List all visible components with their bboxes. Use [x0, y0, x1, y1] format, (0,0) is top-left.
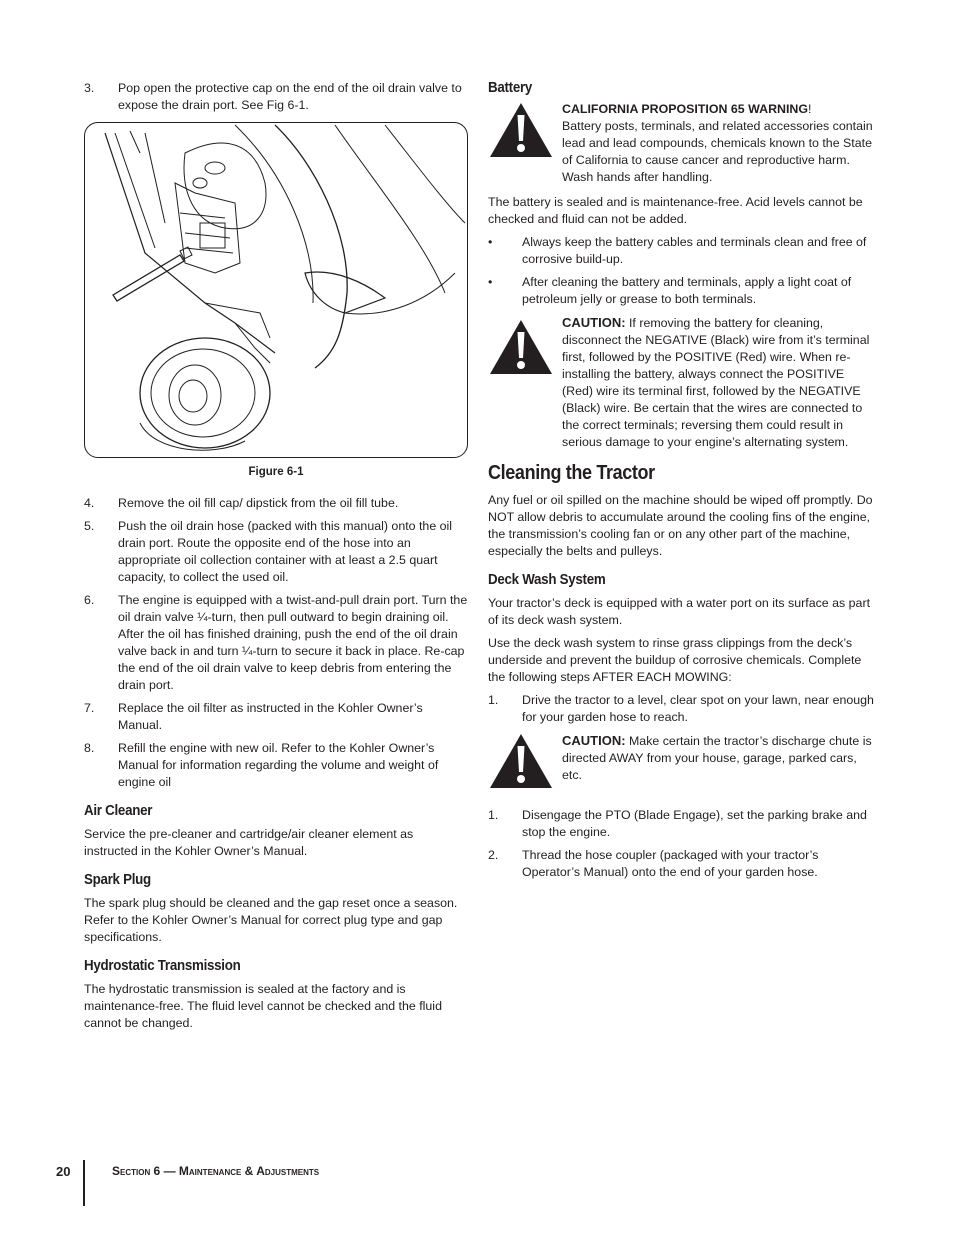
- spark-plug-text: The spark plug should be cleaned and the gap reset once a season. Refer to the Kohler Owner’s Manual for correct plug type and gap specifications.: [84, 896, 458, 944]
- air-cleaner-text: Service the pre-cleaner and cartridge/air cleaner element as instructed in the Kohler Owner’s Manual.: [84, 827, 414, 858]
- cleaning-text: Any fuel or oil spilled on the machine should be wiped off promptly. Do NOT allow debris to accumulate around the cooling fins of the engine, the transmission’s cooling fan or on any other part of the machine, especially the belts and pulleys.: [488, 493, 873, 558]
- step-3: [84, 80, 468, 114]
- step-text: Disengage the PTO (Blade Engage), set the parking brake and stop the engine.: [522, 808, 867, 839]
- caution-label: CAUTION:: [562, 733, 626, 748]
- step-8: [84, 740, 468, 791]
- step-number: 2.: [488, 848, 499, 862]
- step-text: Push the oil drain hose (packed with this manual) onto the oil drain port. Route the opposite end of the hose into an appropriate oil collection container with at least a 2.5 quart capacity, to collect the used oil.: [118, 519, 453, 584]
- page-number: 20: [56, 1164, 71, 1179]
- hydrostatic-transmission-text: The hydrostatic transmission is sealed at the factory and is maintenance-free. The fluid level cannot be checked and the fluid cannot be changed.: [84, 982, 442, 1030]
- step-number: 5.: [84, 519, 95, 533]
- warning-triangle-icon: [488, 314, 554, 451]
- section-title: Section 6 — Maintenance & Adjustments: [112, 1164, 320, 1178]
- left-column: [84, 80, 468, 1038]
- battery-bullet: [488, 234, 874, 268]
- figure-6-1-illustration: [84, 122, 468, 458]
- step-number: 4.: [84, 496, 95, 510]
- step-text: Drive the tractor to a level, clear spot on your lawn, near enough for your garden hose to reach.: [522, 693, 874, 724]
- deck-wash-text-1: Your tractor’s deck is equipped with a water port on its surface as part of its deck wash system.: [488, 596, 871, 627]
- battery-text: The battery is sealed and is maintenance-free. Acid levels cannot be checked and fluid can not be added.: [488, 195, 863, 226]
- step-number: 3.: [84, 81, 95, 95]
- prop65-title-suffix: !: [808, 102, 812, 116]
- warning-triangle-icon: [488, 732, 554, 795]
- step-number: 1.: [488, 808, 499, 822]
- cleaning-the-tractor-heading: Cleaning the Tractor: [488, 462, 655, 484]
- step-number: 7.: [84, 701, 95, 715]
- step-7: [84, 700, 468, 734]
- deck-step: [488, 807, 874, 841]
- deck-step: [488, 692, 874, 726]
- caution-label: CAUTION:: [562, 315, 626, 330]
- step-text: The engine is equipped with a twist-and-pull drain port. Turn the oil drain valve ¼-turn, then pull outward to begin draining oil. After the oil has finished draining, push the end of the oil drain valve back in and turn ¼-turn to secure it back in place. Re-cap the end of the oil drain valve to keep debris from entering the drain port.: [118, 593, 468, 692]
- step-number: 1.: [488, 693, 499, 707]
- step-text: Remove the oil fill cap/ dipstick from the oil fill tube.: [118, 496, 399, 510]
- discharge-caution: [488, 732, 874, 795]
- prop65-text: Battery posts, terminals, and related accessories contain lead and lead compounds, chemicals known to the State of California to cause cancer and reproductive harm. Wash hands after handling.: [562, 119, 873, 184]
- step-5: [84, 518, 468, 586]
- step-text: Pop open the protective cap on the end of the oil drain valve to expose the drain port. See Fig 6-1.: [118, 81, 462, 112]
- figure-caption: Figure 6-1: [248, 466, 304, 478]
- bullet-mark: •: [488, 275, 493, 289]
- warning-triangle-icon: [488, 101, 554, 186]
- bullet-mark: •: [488, 235, 493, 249]
- deck-wash-heading: Deck Wash System: [488, 572, 606, 588]
- caution-text: Make certain the tractor’s discharge chute is directed AWAY from your house, garage, parked cars, etc.: [562, 734, 872, 782]
- step-number: 8.: [84, 741, 95, 755]
- step-6: [84, 592, 468, 694]
- page-footer: [0, 1160, 954, 1210]
- prop65-title: CALIFORNIA PROPOSITION 65 WARNING: [562, 102, 808, 116]
- deck-wash-text-2: Use the deck wash system to rinse grass clippings from the deck’s underside and prevent the buildup of corrosive chemicals. Complete the following steps AFTER EACH MOWING:: [488, 636, 862, 684]
- spark-plug-heading: Spark Plug: [84, 872, 151, 888]
- bullet-text: Always keep the battery cables and terminals clean and free of corrosive build-up.: [522, 235, 867, 266]
- caution-text: If removing the battery for cleaning, disconnect the NEGATIVE (Black) wire from it’s terminal first, followed by the POSITIVE (Red) wire. When re-installing the battery, always connect the POSITIVE (Red) wire its terminal first, followed by the NEGATIVE (Black) wire. Be certain that the wires are connected to the correct terminals; reversing them could result in serious damage to your engine’s alternating system.: [562, 316, 870, 449]
- battery-bullet: [488, 274, 874, 308]
- step-text: Refill the engine with new oil. Refer to the Kohler Owner’s Manual for information regarding the volume and weight of engine oil: [118, 741, 439, 789]
- air-cleaner-heading: Air Cleaner: [84, 803, 153, 819]
- battery-heading: Battery: [488, 80, 533, 96]
- deck-step: [488, 847, 874, 881]
- battery-caution: [488, 314, 874, 451]
- footer-divider: [83, 1160, 85, 1206]
- bullet-text: After cleaning the battery and terminals, apply a light coat of petroleum jelly or grease to both terminals.: [522, 275, 852, 306]
- prop65-warning: [488, 101, 874, 186]
- step-text: Thread the hose coupler (packaged with your tractor’s Operator’s Manual) onto the end of your garden hose.: [522, 848, 819, 879]
- step-number: 6.: [84, 593, 95, 607]
- right-column: [488, 80, 874, 887]
- step-4: [84, 495, 468, 512]
- hydrostatic-transmission-heading: Hydrostatic Transmission: [84, 958, 241, 974]
- step-text: Replace the oil filter as instructed in the Kohler Owner’s Manual.: [118, 701, 423, 732]
